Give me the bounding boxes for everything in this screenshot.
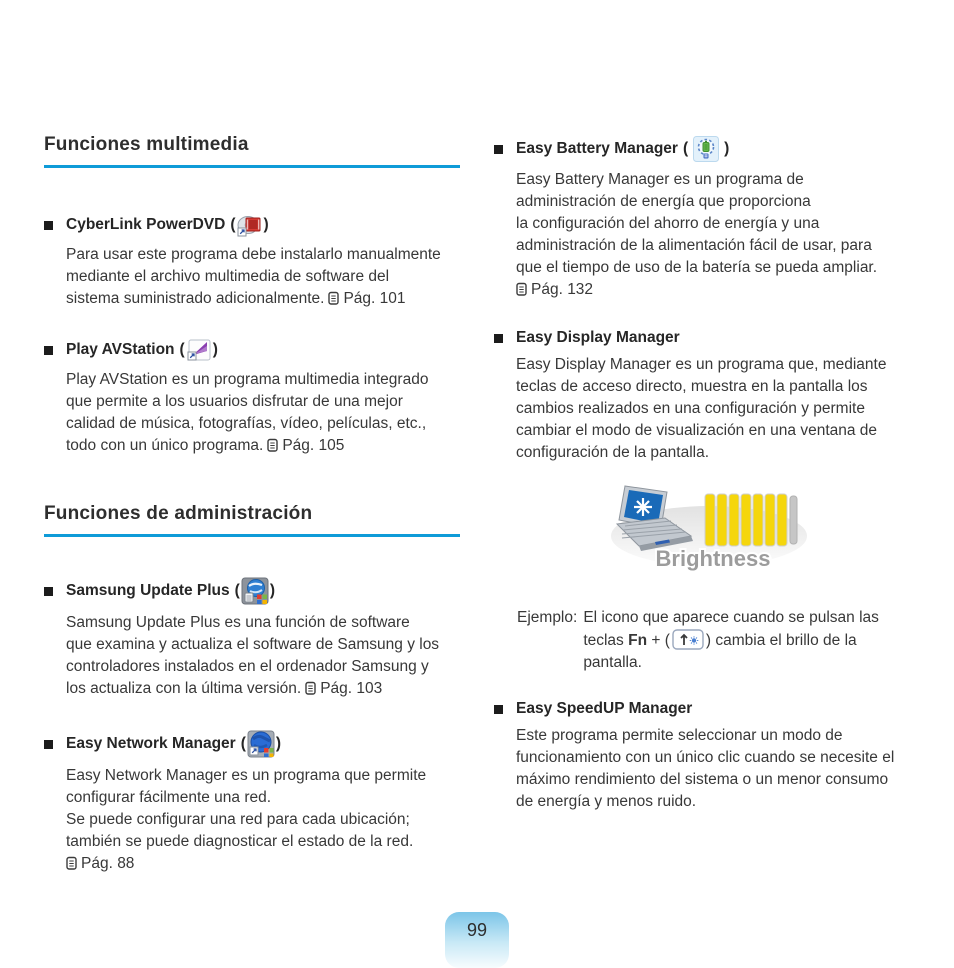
page-reference: Pág. 132	[516, 281, 593, 298]
item-display-manager-title	[494, 329, 924, 347]
item-display-manager-text: Easy Display Manager es un programa que, mediante teclas de acceso directo, muestra en la pantalla los cambios realizados en una configuración y permite cambiar el modo de visualización en una ventana de configuración de la pantalla.	[516, 356, 887, 461]
example-label: Ejemplo:	[517, 609, 578, 626]
item-avstation-text: Play AVStation es un programa multimedia integrado que permite a los usuarios disfrutar de una mejor calidad de música, fotografías, vídeo, películas, etc., todo con un único programa.	[66, 371, 429, 454]
brightness-osd-graphic	[494, 478, 924, 577]
avstation-app-icon	[186, 338, 212, 362]
item-network-manager-title: Easy Network Manager ( )	[44, 730, 460, 758]
item-powerdvd	[44, 213, 460, 310]
bullet-square-icon	[494, 145, 503, 154]
page-reference: Pág. 101	[328, 290, 405, 307]
item-update-plus-title: Samsung Update Plus ( )	[44, 577, 460, 605]
page-number: 99	[466, 920, 488, 940]
item-network-manager-label: Easy Network Manager	[66, 735, 236, 752]
section-heading-admin: Funciones de administración	[44, 503, 460, 537]
example-line2: teclas Fn + ( ) cambia el brillo de la	[583, 629, 879, 652]
page-ref-icon	[516, 282, 527, 296]
item-speedup-manager-text: Este programa permite seleccionar un modo de funcionamiento con un único clic cuando se necesite el máximo rendimiento del sistema o un menor consumo de energía y menos ruido.	[516, 727, 895, 810]
item-speedup-manager-label: Easy SpeedUP Manager	[516, 700, 693, 717]
brightness-bars	[705, 494, 797, 546]
bullet-square-icon	[44, 740, 53, 749]
page-number-badge	[445, 912, 509, 968]
item-powerdvd-title: CyberLink PowerDVD ( )	[44, 213, 460, 237]
brightness-label: Brightness	[655, 546, 771, 571]
item-update-plus-text: Samsung Update Plus es una función de software que examina y actualiza el software de Samsung y los controladores instalados en el ordenador Samsung y los actualiza con la última versión.	[66, 614, 440, 697]
example-note	[517, 607, 924, 674]
section-heading-multimedia: Funciones multimedia	[44, 134, 460, 168]
bullet-square-icon	[44, 346, 53, 355]
item-speedup-manager-body	[516, 725, 924, 813]
item-speedup-manager	[494, 700, 924, 813]
example-line3: pantalla.	[583, 654, 642, 671]
fn-key-label: Fn	[628, 632, 648, 649]
bullet-square-icon	[44, 221, 53, 230]
item-speedup-manager-title	[494, 700, 924, 718]
item-battery-manager-body	[516, 169, 924, 301]
item-update-plus	[44, 577, 460, 700]
item-battery-manager	[494, 136, 924, 301]
example-text	[583, 607, 879, 674]
network-manager-app-icon	[247, 730, 275, 758]
bullet-square-icon	[494, 705, 503, 714]
bullet-square-icon	[44, 587, 53, 596]
item-update-plus-label: Samsung Update Plus	[66, 582, 230, 599]
brightness-osd-image	[609, 478, 809, 572]
page-ref-icon	[267, 438, 278, 452]
item-network-manager-text: Easy Network Manager es un programa que permite configurar fácilmente una red. Se puede configurar una red para cada ubicación; también se puede diagnosticar el estado de la red.	[66, 767, 427, 850]
item-powerdvd-body	[66, 244, 460, 310]
battery-manager-app-icon	[693, 136, 719, 162]
item-display-manager-body	[516, 354, 924, 464]
item-display-manager	[494, 329, 924, 464]
bullet-square-icon	[494, 334, 503, 343]
item-battery-manager-text: Easy Battery Manager es un programa de administración de energía que proporciona la configuración del ahorro de energía y una administración de la alimentación fácil de usar, para que el tiempo de uso de la batería se pueda ampliar.	[516, 171, 878, 276]
powerdvd-app-icon	[237, 213, 263, 237]
page-reference: Pág. 88	[66, 855, 134, 872]
update-plus-app-icon	[241, 577, 269, 605]
item-avstation	[44, 338, 460, 457]
brightness-up-key-icon	[672, 629, 704, 651]
right-column	[494, 130, 924, 813]
item-powerdvd-label: CyberLink PowerDVD	[66, 216, 226, 233]
item-avstation-body	[66, 369, 460, 457]
page-reference: Pág. 105	[267, 437, 344, 454]
item-powerdvd-text: Para usar este programa debe instalarlo manualmente mediante el archivo multimedia de software del sistema suministrado adicionalmente.	[66, 246, 441, 307]
page-ref-icon	[66, 856, 77, 870]
page-ref-icon	[305, 681, 316, 695]
item-network-manager-body	[66, 765, 460, 875]
item-battery-manager-title: Easy Battery Manager ( )	[494, 136, 924, 162]
page-reference: Pág. 103	[305, 680, 382, 697]
page-ref-icon	[328, 291, 339, 305]
example-line1: El icono que aparece cuando se pulsan las	[583, 609, 879, 626]
item-avstation-label: Play AVStation	[66, 341, 175, 358]
left-column	[44, 134, 460, 875]
item-avstation-title: Play AVStation ( )	[44, 338, 460, 362]
item-battery-manager-label: Easy Battery Manager	[516, 140, 678, 157]
item-network-manager	[44, 730, 460, 875]
item-display-manager-label: Easy Display Manager	[516, 329, 680, 346]
item-update-plus-body	[66, 612, 460, 700]
